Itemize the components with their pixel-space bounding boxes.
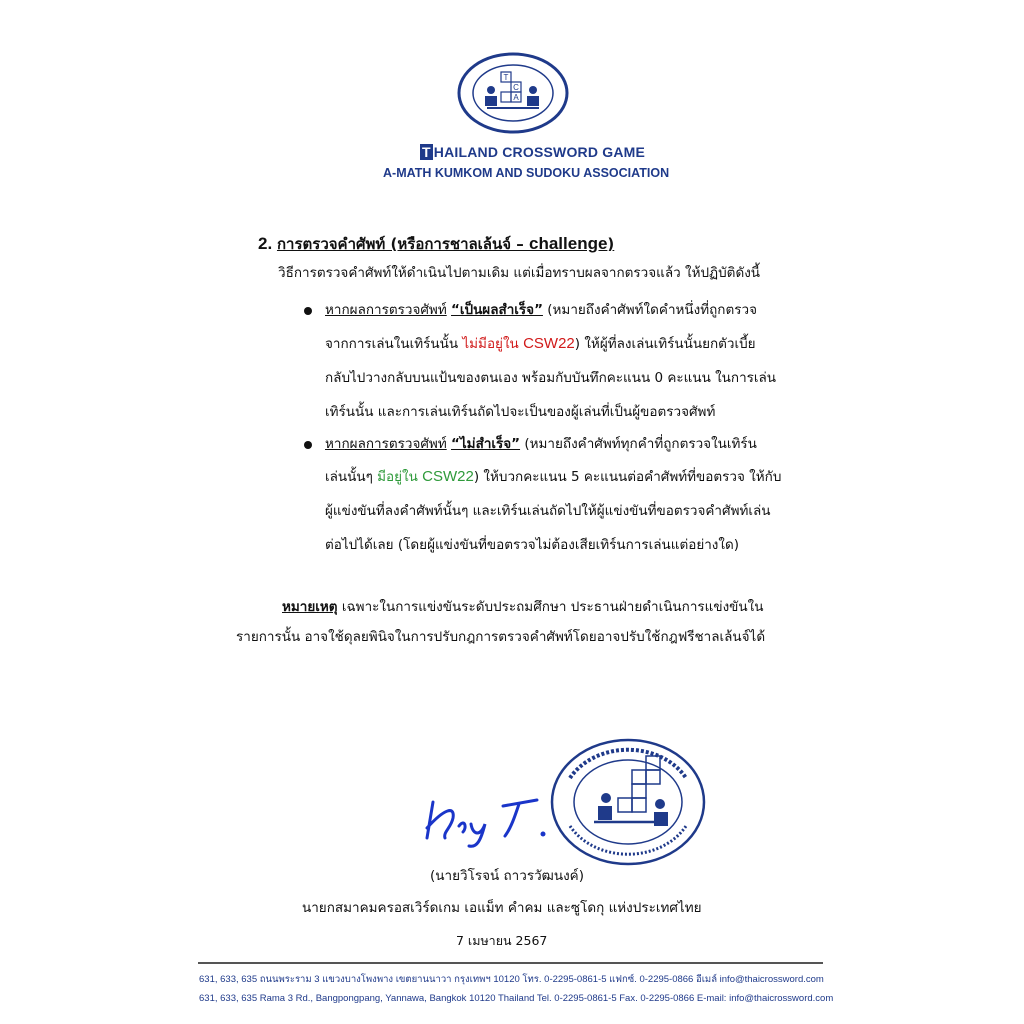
bullet1-line4: เทิร์นนั้น และการเล่นเทิร์นถัดไปจะเป็นของผู้เล่นที่เป็นผู้ขอตรวจศัพท์: [325, 404, 716, 420]
signature-scribble: [415, 788, 555, 848]
section-title: [277, 235, 614, 253]
bullet2-line1: [325, 434, 757, 454]
association-logo: [457, 52, 569, 134]
organization-name-line2: A-MATH KUMKOM AND SUDOKU ASSOCIATION: [383, 166, 670, 180]
footer-address-thai: 631, 633, 635 ถนนพระราม 3 แขวงบางโพงพาง เขตยานนาวา กรุงเทพฯ 10120 โทร. 0-2295-0861-5 แฟกซ์. 0-2295-0866 อีเมล์ info@thaicrossword.com: [199, 974, 824, 985]
note-label: หมายเหตุ: [282, 599, 338, 615]
bullet2-lead: หากผลการตรวจศัพท์: [325, 436, 447, 452]
note-line2: รายการนั้น อาจใช้ดุลยพินิจในการปรับกฎการตรวจคำศัพท์โดยอาจปรับใช้กฎฟรีชาลเล้นจ์ได้: [236, 629, 766, 645]
logo-letter: A: [513, 93, 519, 102]
org-t-box: T: [422, 144, 431, 160]
bullet1-line2-b: ) ให้ผู้ที่ลงเล่นเทิร์นนั้นยกตัวเบี้ย: [574, 336, 756, 352]
section-heading: [258, 232, 614, 256]
bullet1-csw: CSW22: [523, 335, 575, 352]
signatory-name: (นายวิโรจน์ ถาวรวัฒนงค์): [430, 868, 584, 884]
bullet1-line2-a: จากการเล่นในเทิร์นนั้น: [325, 336, 459, 352]
bullet1-line1: [325, 300, 757, 320]
bullet1-keyword: “เป็นผลสำเร็จ”: [451, 302, 543, 318]
bullet2-csw: CSW22: [422, 468, 474, 485]
footer-address-english: 631, 633, 635 Rama 3 Rd., Bangpongpang, Yannawa, Bangkok 10120 Thailand Tel. 0-2295-0861-5 Fax. 0-2295-0866 E-mail: info@thaicrossword.com: [199, 993, 834, 1004]
bullet2-in-text: มีอยู่ใน: [377, 469, 418, 485]
bullet2-line2-b: ) ให้บวกคะแนน 5 คะแนนต่อคำศัพท์ที่ขอตรวจ ให้กับ: [473, 469, 782, 485]
bullet1-not-in-text: ไม่มีอยู่ใน: [462, 336, 519, 352]
bullet2-line2: [325, 467, 781, 487]
section-number: 2.: [258, 234, 273, 253]
bullet2-line2-a: เล่นนั้นๆ: [325, 469, 373, 485]
bullet2-keyword: “ไม่สำเร็จ”: [451, 436, 521, 452]
document-date: 7 เมษายน 2567: [456, 933, 548, 948]
bullet2-line4: ต่อไปได้เลย (โดยผู้แข่งขันที่ขอตรวจไม่ต้องเสียเทิร์นการเล่นแต่อย่างใด): [325, 537, 740, 553]
section-intro: วิธีการตรวจคำศัพท์ให้ดำเนินไปตามเดิม แต่เมื่อทราบผลจากตรวจแล้ว ให้ปฏิบัติดังนี้: [278, 265, 761, 281]
bullet-dot: [304, 441, 312, 449]
bullet1-lead: หากผลการตรวจศัพท์: [325, 302, 447, 318]
bullet2-line3: ผู้แข่งขันที่ลงคำศัพท์นั้นๆ และเทิร์นเล่นถัดไปให้ผู้แข่งขันที่ขอตรวจคำศัพท์เล่น: [325, 503, 771, 519]
bullet1-line1-rest: (หมายถึงคำศัพท์ใดคำหนึ่งที่ถูกตรวจ: [547, 302, 757, 318]
bullet-dot: [304, 307, 312, 315]
association-seal-stamp: [550, 738, 706, 866]
note-line1: [282, 597, 763, 617]
bullet2-line1-rest: (หมายถึงคำศัพท์ทุกคำที่ถูกตรวจในเทิร์น: [524, 436, 757, 452]
org-name-rest: HAILAND CROSSWORD GAME: [433, 144, 646, 160]
footer-divider: [198, 962, 823, 964]
section-title-english: challenge: [529, 234, 608, 253]
bullet1-line2: [325, 334, 756, 354]
signatory-position: นายกสมาคมครอสเวิร์ดเกม เอแม็ท คำคม และซูโดกุ แห่งประเทศไทย: [302, 900, 702, 916]
bullet1-line3: กลับไปวางกลับบนแป้นของตนเอง พร้อมกับบันทึกคะแนน 0 คะแนน ในการเล่น: [325, 370, 777, 386]
section-title-thai: การตรวจคำศัพท์ (หรือการชาลเล้นจ์ –: [276, 235, 529, 253]
logo-letter: T: [503, 73, 509, 82]
note-text1: เฉพาะในการแข่งขันระดับประถมศึกษา ประธานฝ่ายดำเนินการแข่งขันใน: [341, 599, 764, 615]
organization-name-line1: [420, 144, 645, 160]
logo-letter: C: [513, 83, 519, 92]
section-title-end: ): [607, 235, 615, 253]
